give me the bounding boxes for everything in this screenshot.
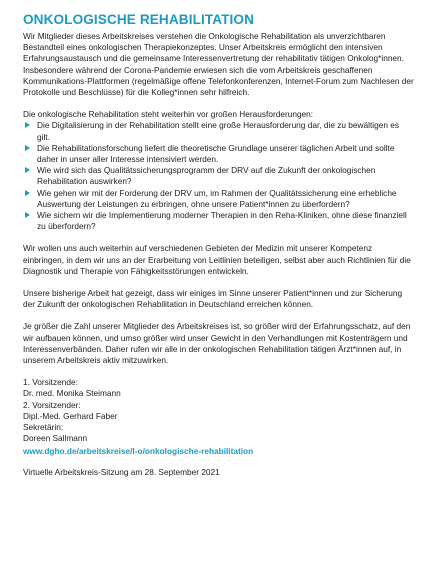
- chair2-label: 2. Vorsitzender:: [23, 399, 81, 410]
- chair1-label: 1. Vorsitzende:: [23, 377, 78, 388]
- list-item-text: Wie wird sich das Qualitätssicherungsprogramm der DRV auf die Zukunft der onkologischen Rehabilitation auswirken?: [37, 165, 376, 187]
- working-group-link[interactable]: www.dgho.de/arbeitskreise/l-o/onkologische-rehabilitation: [23, 445, 254, 456]
- list-item-text: Die Digitalisierung in der Rehabilitation stellt eine große Herausforderung dar, die zu bewältigen es gilt.: [37, 120, 400, 142]
- meeting-note: Virtuelle Arbeitskreis-Sitzung am 28. September 2021: [23, 466, 220, 477]
- secretary-label: Sekretärin:: [23, 422, 64, 433]
- list-item: [23, 120, 414, 142]
- list-item: [23, 143, 414, 165]
- challenges-intro: Die onkologische Rehabilitation steht weiterhin vor großen Herausforderungen:: [23, 109, 314, 120]
- list-item: [23, 165, 414, 187]
- intro-paragraph-1: Wir Mitglieder dieses Arbeitskreises verstehen die Onkologische Rehabilitation als unverzichtbaren Bestandteil eines onkologischen Therapiekonzeptes. Unser Arbeitskreis ermöglicht den intensiven Erfahrungsaustausch und die gemeinsame Interessenvertretung der rehabilitativ tätigen Onkolog*innen.: [23, 31, 404, 64]
- competence-paragraph: Wir wollen uns auch weiterhin auf verschiedenen Gebieten der Medizin mit unserer Kompetenz einbringen, in dem wir uns an der Erarbeitung von Leitlinien beteiligen, selbst aber auch Richtlinien für die Diagnostik und Therapie von Fähigkeitsstörungen entwickeln.: [23, 243, 411, 276]
- membership-paragraph: Je größer die Zahl unserer Mitglieder des Arbeitskreises ist, so größer wird der Erfahrungsschatz, auf den wir aufbauen können, und umso größer wird unser Gewicht in den Verhandlungen mit Kostenträgern und Interessenverbänden. Daher rufen wir alle in der onkologischen Rehabilitation tätigen Ärzt*innen auf, in unserem Arbeitskreis aktiv mitzuwirken.: [23, 321, 411, 366]
- list-item-text: Wie gehen wir mit der Forderung der DRV um, im Rahmen der Qualitätssicherung eine erhebliche Auswertung der Leistungen zu erbringen, ohne unsere Patient*innen zu überfordern?: [37, 187, 397, 209]
- challenges-list: [23, 120, 414, 232]
- page-title: ONKOLOGISCHE REHABILITATION: [23, 12, 255, 27]
- triangle-right-icon: [25, 212, 30, 218]
- list-item: [23, 188, 414, 210]
- list-item: [23, 210, 414, 232]
- intro-paragraph-2: Insbesondere während der Corona-Pandemie erwiesen sich die vom Arbeitskreis geschaffenen Kommunikations-Plattformen (regelmäßige offene Telefonkonferenzen, Internet-Forum zum Nachlesen der Protokolle und Beschlüsse) für die Kolleg*innen sehr hilfreich.: [23, 64, 414, 98]
- secretary-name: Doreen Sallmann: [23, 433, 88, 444]
- contacts-block: [23, 377, 414, 456]
- list-item-text: Die Rehabilitationsforschung liefert die theoretische Grundlage unserer täglichen Arbeit und sollte daher in unser aller Interesse intensiviert werden.: [37, 142, 395, 165]
- achievements-paragraph: Unsere bisherige Arbeit hat gezeigt, dass wir einiges im Sinne unserer Patient*innen und zur Sicherung der Zukunft der onkologischen Rehabilitation in Deutschland erreichen können.: [23, 288, 403, 310]
- list-item-text: Wie sichern wir die Implementierung moderner Therapien in den Reha-Kliniken, ohne diese finanziell zu überfordern?: [37, 210, 407, 232]
- triangle-right-icon: [25, 167, 30, 173]
- chair1-name: Dr. med. Monika Steimann: [23, 388, 121, 399]
- triangle-right-icon: [25, 122, 30, 128]
- triangle-right-icon: [25, 190, 30, 196]
- chair2-name: Dipl.-Med. Gerhard Faber: [23, 410, 118, 421]
- triangle-right-icon: [25, 145, 30, 151]
